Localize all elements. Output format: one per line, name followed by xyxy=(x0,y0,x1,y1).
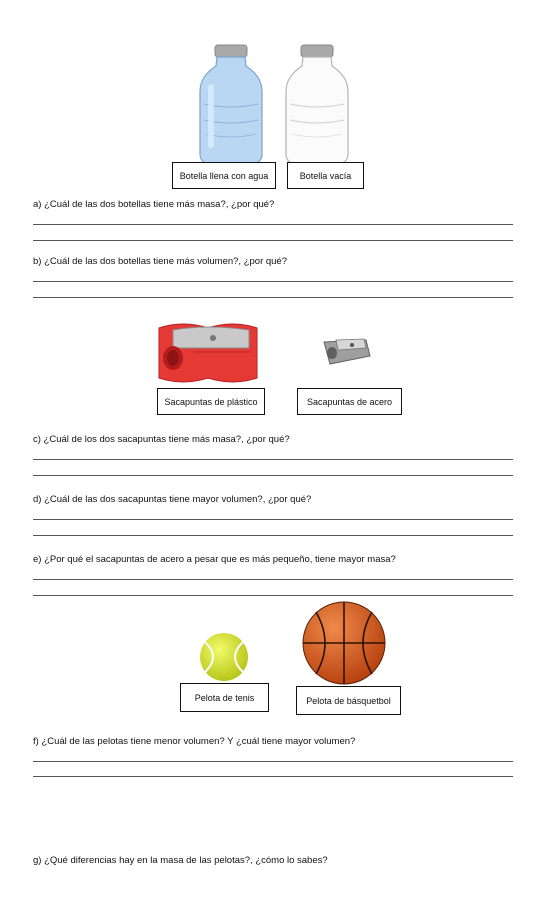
question-a: a) ¿Cuál de las dos botellas tiene más masa?, ¿por qué? xyxy=(33,199,275,210)
answer-line[interactable] xyxy=(33,761,513,762)
steel-sharpener-label: Sacapuntas de acero xyxy=(297,388,402,415)
basketball-label: Pelota de básquetbol xyxy=(296,686,401,715)
tennis-ball-icon xyxy=(199,632,249,682)
answer-line[interactable] xyxy=(33,224,513,225)
question-e: e) ¿Por qué el sacapuntas de acero a pesar que es más pequeño, tiene mayor masa? xyxy=(33,554,396,565)
empty-bottle-label: Botella vacía xyxy=(287,162,364,189)
answer-line[interactable] xyxy=(33,475,513,476)
answer-line[interactable] xyxy=(33,579,513,580)
question-b: b) ¿Cuál de las dos botellas tiene más volumen?, ¿por qué? xyxy=(33,256,287,267)
question-c: c) ¿Cuál de los dos sacapuntas tiene más masa?, ¿por qué? xyxy=(33,434,290,445)
plastic-sharpener-label: Sacapuntas de plástico xyxy=(157,388,265,415)
answer-line[interactable] xyxy=(33,240,513,241)
tennis-ball-label: Pelota de tenis xyxy=(180,683,269,712)
water-bottle-full-icon xyxy=(196,44,266,166)
answer-line[interactable] xyxy=(33,595,513,596)
basketball-icon xyxy=(302,601,386,685)
question-f: f) ¿Cuál de las pelotas tiene menor volumen? Y ¿cuál tiene mayor volumen? xyxy=(33,736,356,747)
full-bottle-label: Botella llena con agua xyxy=(172,162,276,189)
answer-line[interactable] xyxy=(33,297,513,298)
pencil-sharpener-plastic-icon xyxy=(153,316,263,386)
answer-line[interactable] xyxy=(33,459,513,460)
water-bottle-empty-icon xyxy=(282,44,352,166)
question-d: d) ¿Cuál de las dos sacapuntas tiene mayor volumen?, ¿por qué? xyxy=(33,494,312,505)
pencil-sharpener-steel-icon xyxy=(322,334,372,368)
answer-line[interactable] xyxy=(33,281,513,282)
answer-line[interactable] xyxy=(33,776,513,777)
question-g: g) ¿Qué diferencias hay en la masa de las pelotas?, ¿cómo lo sabes? xyxy=(33,855,328,866)
answer-line[interactable] xyxy=(33,519,513,520)
answer-line[interactable] xyxy=(33,535,513,536)
